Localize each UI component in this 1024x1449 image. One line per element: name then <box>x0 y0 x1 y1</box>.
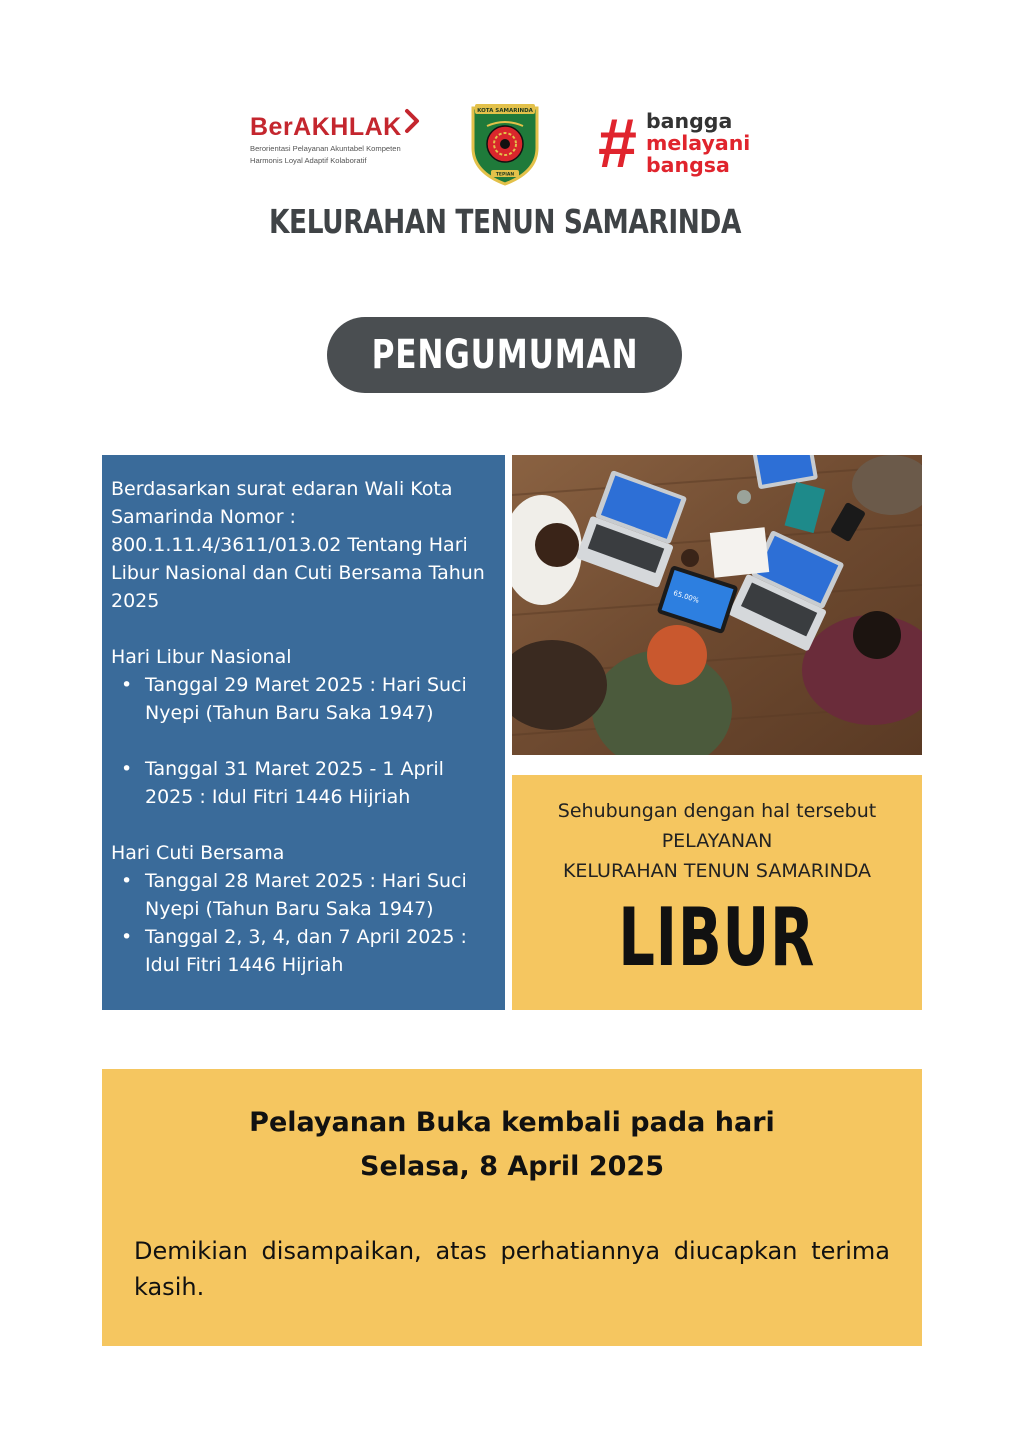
bangga-line-1: bangga <box>646 109 733 133</box>
notice-line-1: Sehubungan dengan hal tersebut <box>557 800 877 822</box>
reopen-line-1: Pelayanan Buka kembali pada hari <box>249 1107 775 1138</box>
list-item: • Tanggal 28 Maret 2025 : Hari Suci Nyepi (Tahun Baru Saka 1947) <box>111 867 495 923</box>
bangga-melayani-bangsa-logo <box>598 104 768 182</box>
leave-list <box>111 867 495 979</box>
org-title: KELURAHAN TENUN SAMARINDA <box>269 202 741 241</box>
list-item: • Tanggal 29 Maret 2025 : Hari Suci Nyepi (Tahun Baru Saka 1947) <box>111 671 495 727</box>
berakhlak-tagline-2: Harmonis Loyal Adaptif Kolaboratif <box>250 156 367 165</box>
reopen-date: Selasa, 8 April 2025 <box>360 1151 664 1182</box>
closure-status: LIBUR <box>618 891 816 984</box>
national-holiday-list <box>111 671 495 811</box>
crest-label-bottom: TEPIAN <box>495 172 515 178</box>
bangga-line-2: melayani <box>646 131 751 155</box>
list-item: • Tanggal 31 Maret 2025 - 1 April 2025 : Idul Fitri 1446 Hijriah <box>111 755 495 811</box>
hashtag-icon: # <box>598 104 637 182</box>
intro-text: Berdasarkan surat edaran Wali Kota Samarinda Nomor : 800.1.11.4/3611/013.02 Tentang Hari Libur Nasional dan Cuti Bersama Tahun 2025 <box>111 478 485 612</box>
notice-line-2: PELAYANAN <box>661 830 773 852</box>
reopen-panel <box>102 1069 922 1346</box>
closure-notice-panel <box>512 775 922 1010</box>
berakhlak-title: BerAKHLAK <box>250 113 402 141</box>
leave-heading: Hari Cuti Bersama <box>111 842 285 864</box>
announcement-label: PENGUMUMAN <box>371 332 638 378</box>
crest-label-top: KOTA SAMARINDA <box>477 108 533 114</box>
chevron-right-icon <box>402 108 422 134</box>
bangga-line-3: bangsa <box>646 153 730 177</box>
closing-text: Demikian disampaikan, atas perhatiannya diucapkan terima kasih. <box>134 1237 890 1301</box>
announcement-banner <box>327 317 682 393</box>
city-crest-logo <box>469 100 541 186</box>
notice-line-3: KELURAHAN TENUN SAMARINDA <box>562 860 872 882</box>
holiday-info-panel <box>102 455 505 1010</box>
tablet-readout: 65.00% <box>672 589 701 605</box>
berakhlak-tagline-1: Berorientasi Pelayanan Akuntabel Kompeten <box>250 144 401 153</box>
berakhlak-logo <box>250 112 425 182</box>
list-item: • Tanggal 2, 3, 4, dan 7 April 2025 : Idul Fitri 1446 Hijriah <box>111 923 495 979</box>
national-holiday-heading: Hari Libur Nasional <box>111 646 292 668</box>
meeting-photo <box>512 455 922 755</box>
